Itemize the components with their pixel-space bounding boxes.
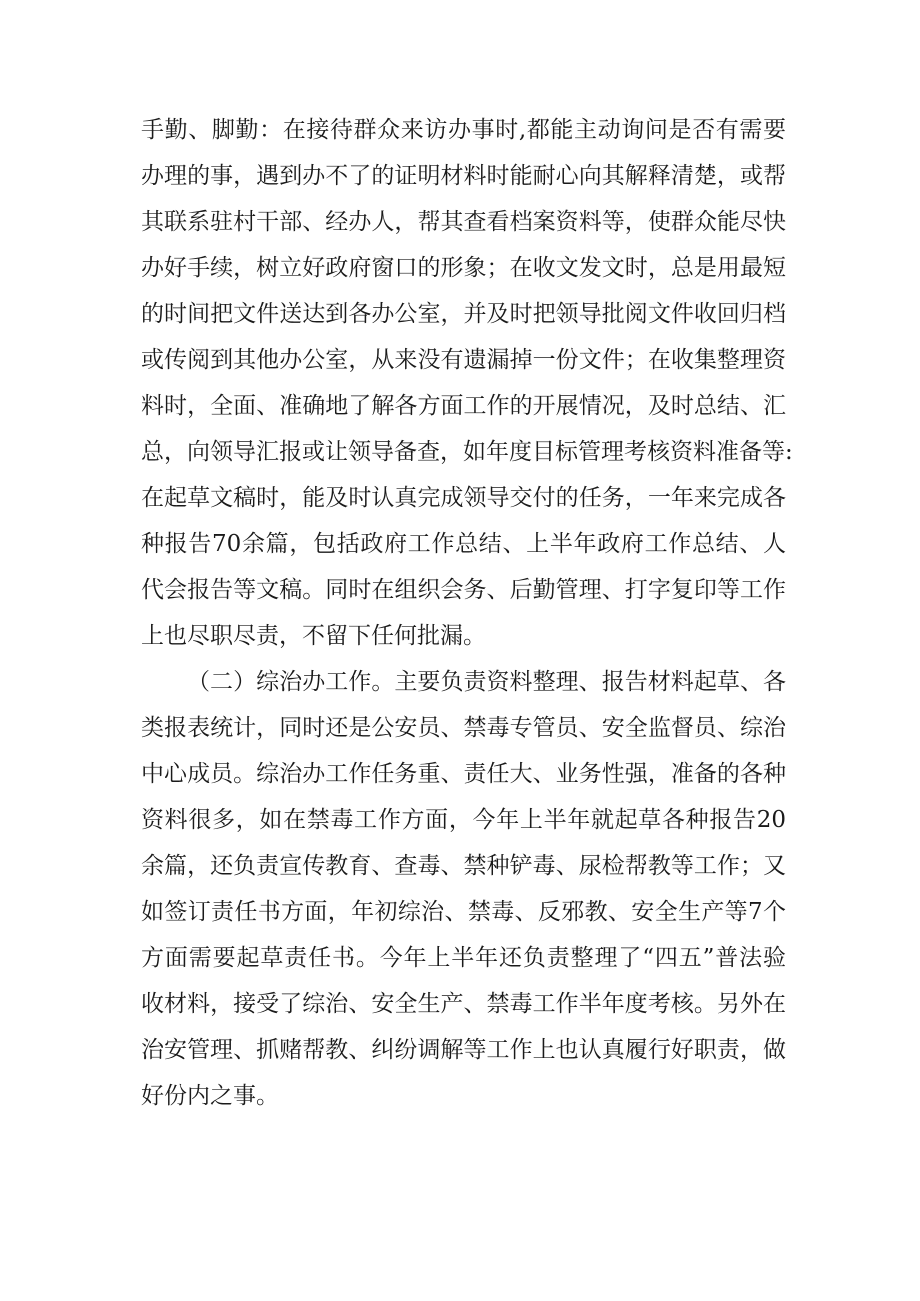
text-line: 好份内之事。 — [141, 1083, 279, 1109]
text-line: 余篇，还负责宣传教育、查毒、禁种铲毒、尿检帮教等工作；又 — [141, 853, 786, 879]
text-line: （二）综治办工作。主要负责资料整理、报告材料起草、各 — [187, 669, 786, 695]
paragraph-2 — [141, 659, 786, 1119]
text-line: 种报告70余篇，包括政府工作总结、上半年政府工作总结、人 — [141, 531, 786, 557]
text-line: 如签订责任书方面，年初综治、禁毒、反邪教、安全生产等7个 — [141, 899, 786, 925]
text-line: 方面需要起草责任书。今年上半年还负责整理了“四五”普法验 — [141, 945, 786, 971]
text-line: 资料很多，如在禁毒工作方面，今年上半年就起草各种报告20 — [141, 807, 786, 833]
text-line: 上也尽职尽责，不留下任何批漏。 — [141, 623, 486, 649]
text-line: 在起草文稿时，能及时认真完成领导交付的任务，一年来完成各 — [141, 485, 786, 511]
text-line: 代会报告等文稿。同时在组织会务、后勤管理、打字复印等工作 — [141, 577, 786, 603]
text-line: 类报表统计，同时还是公安员、禁毒专管员、安全监督员、综治 — [141, 715, 786, 741]
text-line: 办理的事，遇到办不了的证明材料时能耐心向其解释清楚，或帮 — [141, 163, 786, 189]
text-line: 总，向领导汇报或让领导备查，如年度目标管理考核资料准备等: — [141, 439, 793, 465]
text-line: 的时间把文件送达到各办公室，并及时把领导批阅文件收回归档 — [141, 301, 786, 327]
text-line: 料时，全面、准确地了解各方面工作的开展情况，及时总结、汇 — [141, 393, 786, 419]
text-line: 手勤、脚勤：在接待群众来访办事时,都能主动询问是否有需要 — [141, 117, 786, 143]
document-body — [141, 107, 793, 1119]
text-line: 治安管理、抓赌帮教、纠纷调解等工作上也认真履行好职责，做 — [141, 1037, 786, 1063]
text-line: 中心成员。综治办工作任务重、责任大、业务性强，准备的各种 — [141, 761, 786, 787]
text-line: 收材料，接受了综治、安全生产、禁毒工作半年度考核。另外在 — [141, 991, 786, 1017]
text-line: 办好手续，树立好政府窗口的形象；在收文发文时，总是用最短 — [141, 255, 786, 281]
paragraph-1 — [141, 107, 793, 659]
text-line: 其联系驻村干部、经办人，帮其查看档案资料等，使群众能尽快 — [141, 209, 786, 235]
text-line: 或传阅到其他办公室，从来没有遗漏掉一份文件；在收集整理资 — [141, 347, 786, 373]
